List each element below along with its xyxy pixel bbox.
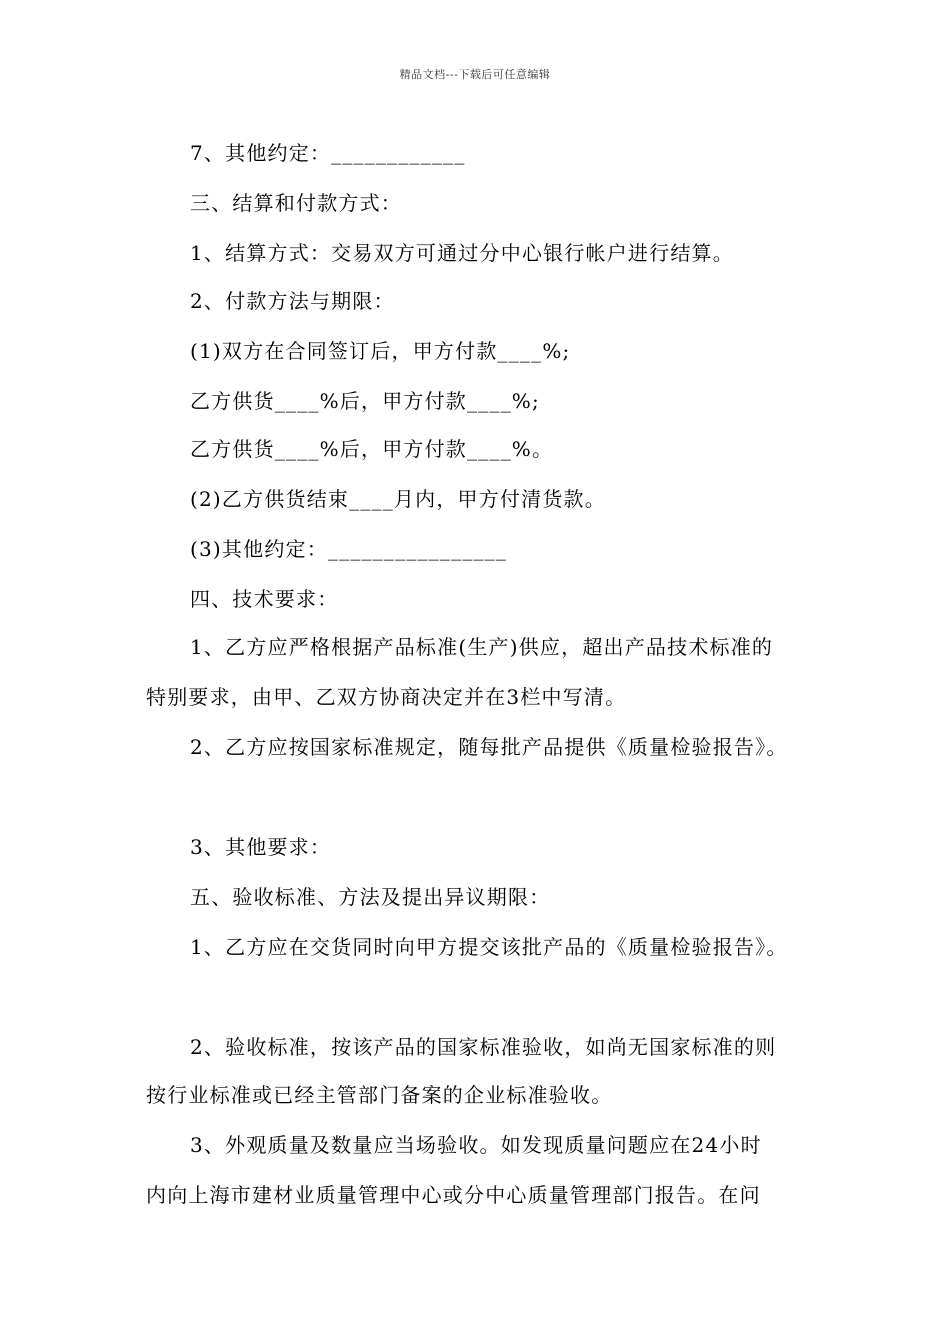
acceptance-item-3-cont: 内向上海市建材业质量管理中心或分中心质量管理部门报告。在问 [146, 1183, 761, 1207]
section-4-heading: 四、技术要求： [190, 587, 339, 611]
payment-item-1-supply-a: 乙方供货____%后，甲方付款____%; [190, 389, 540, 413]
tech-requirement-1: 1、乙方应严格根据产品标准(生产)供应，超出产品技术标准的 [190, 635, 774, 659]
clause-other-agreement-7: 7、其他约定：____________ [190, 141, 466, 165]
page-header: 精品文档---下载后可任意编辑 [399, 68, 551, 81]
settlement-method: 1、结算方式：交易双方可通过分中心银行帐户进行结算。 [190, 241, 734, 265]
section-3-heading: 三、结算和付款方式： [190, 191, 402, 215]
payment-item-1-supply-b: 乙方供货____%后，甲方付款____%。 [190, 437, 554, 461]
acceptance-item-2-cont: 按行业标准或已经主管部门备案的企业标准验收。 [146, 1083, 613, 1107]
tech-requirement-3: 3、其他要求： [190, 835, 332, 859]
acceptance-item-1: 1、乙方应在交货同时向甲方提交该批产品的《质量检验报告》。 [190, 935, 788, 959]
payment-terms-heading: 2、付款方法与期限： [190, 289, 395, 313]
tech-requirement-2: 2、乙方应按国家标准规定，随每批产品提供《质量检验报告》。 [190, 735, 788, 759]
tech-requirement-1-cont: 特别要求，由甲、乙双方协商决定并在3栏中写清。 [146, 685, 627, 709]
payment-item-2: (2)乙方供货结束____月内，甲方付清货款。 [190, 487, 606, 511]
section-5-heading: 五、验收标准、方法及提出异议期限： [190, 885, 551, 909]
payment-item-1: (1)双方在合同签订后，甲方付款____%; [190, 339, 571, 363]
acceptance-item-2: 2、验收标准，按该产品的国家标准验收，如尚无国家标准的则 [190, 1035, 777, 1059]
acceptance-item-3: 3、外观质量及数量应当场验收。如发现质量问题应在24小时 [190, 1133, 762, 1157]
payment-item-3: (3)其他约定：________________ [190, 537, 508, 561]
